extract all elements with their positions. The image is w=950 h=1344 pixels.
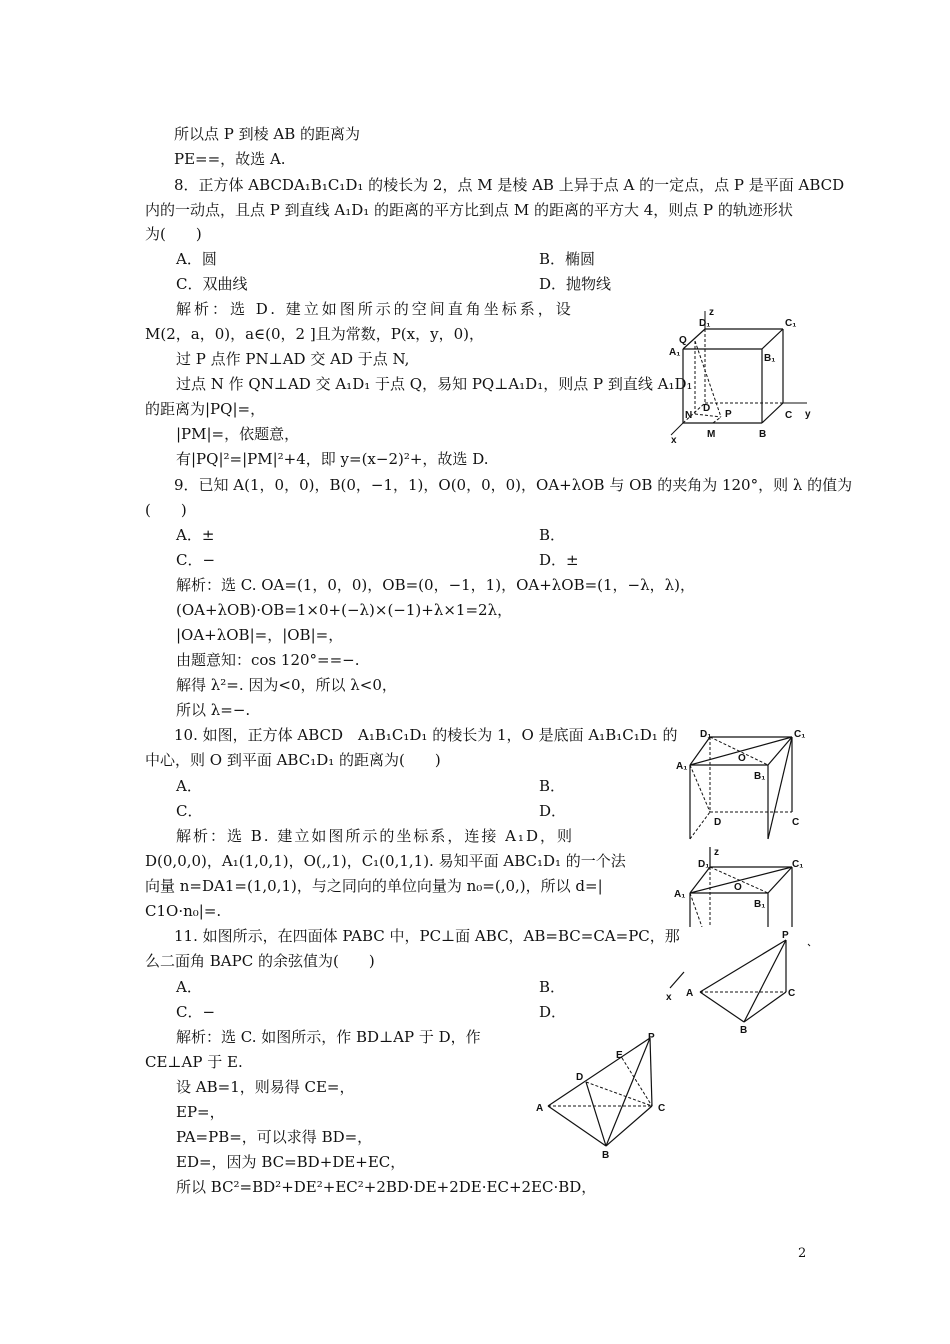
page-number: 2 xyxy=(798,1246,807,1261)
fig-label: z xyxy=(709,307,714,318)
fig-label: B₁ xyxy=(764,353,776,364)
text-line: 过 P 点作 PN⊥AD 交 AD 于点 N, xyxy=(176,350,410,368)
edge-ab xyxy=(700,992,744,1022)
text-line: 所以点 P 到棱 AB 的距离为 xyxy=(174,125,361,143)
text-line: 有|PQ|²=|PM|²+4，即 y=(x−2)²+，故选 D. xyxy=(176,450,489,468)
fig-label: B xyxy=(602,1150,610,1160)
solution-11: 解析：选 C. 如图所示，作 BD⊥AP 于 D，作 xyxy=(176,1028,481,1046)
option-d: D．± xyxy=(539,551,579,569)
solution-10: 解析：选 B. 建立如图所示的坐标系，连接 A₁D，则 xyxy=(176,827,574,845)
option-d: D． xyxy=(539,802,567,820)
text-line: D(0,0,0)，A₁(1,0,1)，O(,,1)，C₁(0,1,1). 易知平面 ABC₁D₁ 的一个法 xyxy=(145,852,626,870)
text-line: ED=，因为 BC=BD+DE+EC， xyxy=(176,1153,406,1171)
option-d: D． xyxy=(539,1003,567,1021)
fig-label: C₁ xyxy=(792,859,804,870)
fig-label: N xyxy=(685,410,693,421)
stray-mark xyxy=(808,944,810,946)
question-10-stem: 10. 如图，正方体 ABCD A₁B₁C₁D₁ 的棱长为 1，O 是底面 A₁B₁C₁D₁ 的 xyxy=(174,726,678,744)
fig-label: O xyxy=(734,882,742,893)
fig-label: A₁ xyxy=(674,889,686,900)
figure-q8-cube xyxy=(665,305,820,445)
fig-label: P xyxy=(648,1032,655,1043)
option-a: A． xyxy=(176,777,202,795)
option-a: A．± xyxy=(176,526,215,544)
edge-ab xyxy=(548,1106,606,1146)
option-b: B．椭圆 xyxy=(539,250,596,268)
option-a: A．圆 xyxy=(176,250,217,268)
segment-bc1 xyxy=(768,737,792,839)
text-line: 解得 λ²=. 因为<0，所以 λ<0， xyxy=(176,676,397,694)
edge-b1c1 xyxy=(762,329,783,349)
segment-bd xyxy=(586,1082,606,1146)
fig-label: B₁ xyxy=(754,771,766,782)
solution-9: 解析：选 C. OA=(1，0，0)，OB=(0，−1，1)，OA+λOB=(1，−λ，λ)， xyxy=(176,576,695,594)
fig-label: C xyxy=(788,988,796,999)
option-d: D．抛物线 xyxy=(539,275,612,293)
fig-label: C₁ xyxy=(785,318,797,329)
fig-label: C xyxy=(658,1103,666,1114)
edge-pc xyxy=(650,1038,652,1106)
option-c: C． xyxy=(176,802,203,820)
option-b: B． xyxy=(539,978,566,996)
solution-8: 解析：选 D. 建立如图所示的空间直角坐标系，设 xyxy=(176,300,574,318)
segment-dc xyxy=(586,1082,652,1106)
fig-label: D xyxy=(576,1072,584,1083)
option-c: C．− xyxy=(176,551,216,569)
fig-label: Q xyxy=(679,335,687,346)
option-c: C．− xyxy=(176,1003,216,1021)
segment-a1d xyxy=(690,765,710,812)
figure-q10-coordinate-cube xyxy=(672,845,817,927)
text-line: 由题意知：cos 120°==−. xyxy=(176,651,360,669)
option-a: A． xyxy=(176,978,202,996)
text-line: PE==，故选 A. xyxy=(174,150,286,168)
fig-label: B xyxy=(740,1025,748,1036)
text-line: PA=PB=，可以求得 BD=， xyxy=(176,1128,373,1146)
text-line: 所以 λ=−. xyxy=(176,701,251,719)
text-line: 为( ) xyxy=(145,225,202,243)
option-b: B． xyxy=(539,526,566,544)
fig-label: A xyxy=(686,988,694,999)
fig-label: x xyxy=(671,435,677,445)
text-line: ( ) xyxy=(145,501,187,519)
text-line: CE⊥AP 于 E. xyxy=(145,1053,243,1071)
figure-q10-cube xyxy=(672,727,817,845)
edge-b1c1 xyxy=(768,867,792,893)
edge-ad xyxy=(690,812,710,839)
fig-label: x xyxy=(666,992,672,1003)
fig-label: B xyxy=(759,429,767,440)
text-line: 所以 BC²=BD²+DE²+EC²+2BD·DE+2DE·EC+2EC·BD， xyxy=(176,1178,597,1196)
fig-label: A₁ xyxy=(669,347,681,358)
text-line: 中心，则 O 到平面 ABC₁D₁ 的距离为( ) xyxy=(145,751,441,769)
fig-label: C₁ xyxy=(794,729,806,740)
fig-label: A xyxy=(536,1103,544,1114)
segment-np xyxy=(695,414,721,417)
segment-mp xyxy=(713,417,721,423)
figure-q11-tetrahedron xyxy=(660,928,820,1036)
edge-bc xyxy=(744,992,786,1022)
fig-label: P xyxy=(725,409,732,420)
axis-x xyxy=(670,972,684,988)
segment-a1d xyxy=(690,893,702,927)
fig-label: z xyxy=(714,847,719,858)
edge-ap xyxy=(548,1038,650,1106)
figure-q11-solution xyxy=(532,1028,682,1160)
text-line: |PM|=，依题意， xyxy=(176,425,300,443)
edge-bc xyxy=(606,1106,652,1146)
option-c: C．双曲线 xyxy=(176,275,248,293)
question-8-stem: 8．正方体 ABCDA₁B₁C₁D₁ 的棱长为 2，点 M 是棱 AB 上异于点 A 的一定点，点 P 是平面 ABCD xyxy=(174,176,845,194)
fig-label: D₁ xyxy=(698,859,710,870)
fig-label: C xyxy=(792,817,800,828)
text-line: 过点 N 作 QN⊥AD 交 A₁D₁ 于点 Q，易知 PQ⊥A₁D₁，则点 P 到直线 A₁D₁ xyxy=(176,375,693,393)
text-line: C1O·n₀|=. xyxy=(145,902,222,920)
question-11-stem: 11. 如图所示，在四面体 PABC 中，PC⊥面 ABC，AB=BC=CA=PC，那 xyxy=(174,927,680,945)
fig-label: P xyxy=(782,930,789,941)
fig-label: D xyxy=(714,817,722,828)
text-line: 么二面角 BAPC 的余弦值为( ) xyxy=(145,952,375,970)
text-line: 的距离为|PQ|=， xyxy=(145,400,266,418)
text-line: EP=， xyxy=(176,1103,225,1121)
edge-bc xyxy=(762,403,783,423)
fig-label: E xyxy=(616,1050,623,1061)
text-line: (OA+λOB)·OB=1×0+(−λ)×(−1)+λ×1=2λ， xyxy=(176,601,513,619)
option-b: B． xyxy=(539,777,566,795)
text-line: M(2，a，0)，a∈(0，2 ]且为常数，P(x，y，0)， xyxy=(145,325,484,343)
fig-label: D xyxy=(703,403,711,414)
fig-label: D₁ xyxy=(700,729,712,740)
fig-label: y xyxy=(805,409,811,420)
text-line: 设 AB=1，则易得 CE=， xyxy=(176,1078,355,1096)
fig-label: A₁ xyxy=(676,761,688,772)
fig-label: O xyxy=(738,753,746,764)
question-9-stem: 9．已知 A(1，0，0)，B(0，−1，1)，O(0，0，0)，OA+λOB 与 OB 的夹角为 120°，则 λ 的值为 xyxy=(174,476,853,494)
fig-label: D₁ xyxy=(699,318,711,329)
text-line: 向量 n=DA1=(1,0,1)，与之同向的单位向量为 n₀=(,0,)，所以 d=| xyxy=(145,877,603,895)
fig-label: B₁ xyxy=(754,899,766,910)
fig-label: M xyxy=(707,429,716,440)
text-line: 内的一动点，且点 P 到直线 A₁D₁ 的距离的平方比到点 M 的距离的平方大 4，则点 P 的轨迹形状 xyxy=(145,201,793,219)
axis-x xyxy=(671,423,683,435)
text-line: |OA+λOB|=，|OB|=， xyxy=(176,626,344,644)
fig-label: C xyxy=(785,410,793,421)
segment-ce xyxy=(622,1058,652,1106)
